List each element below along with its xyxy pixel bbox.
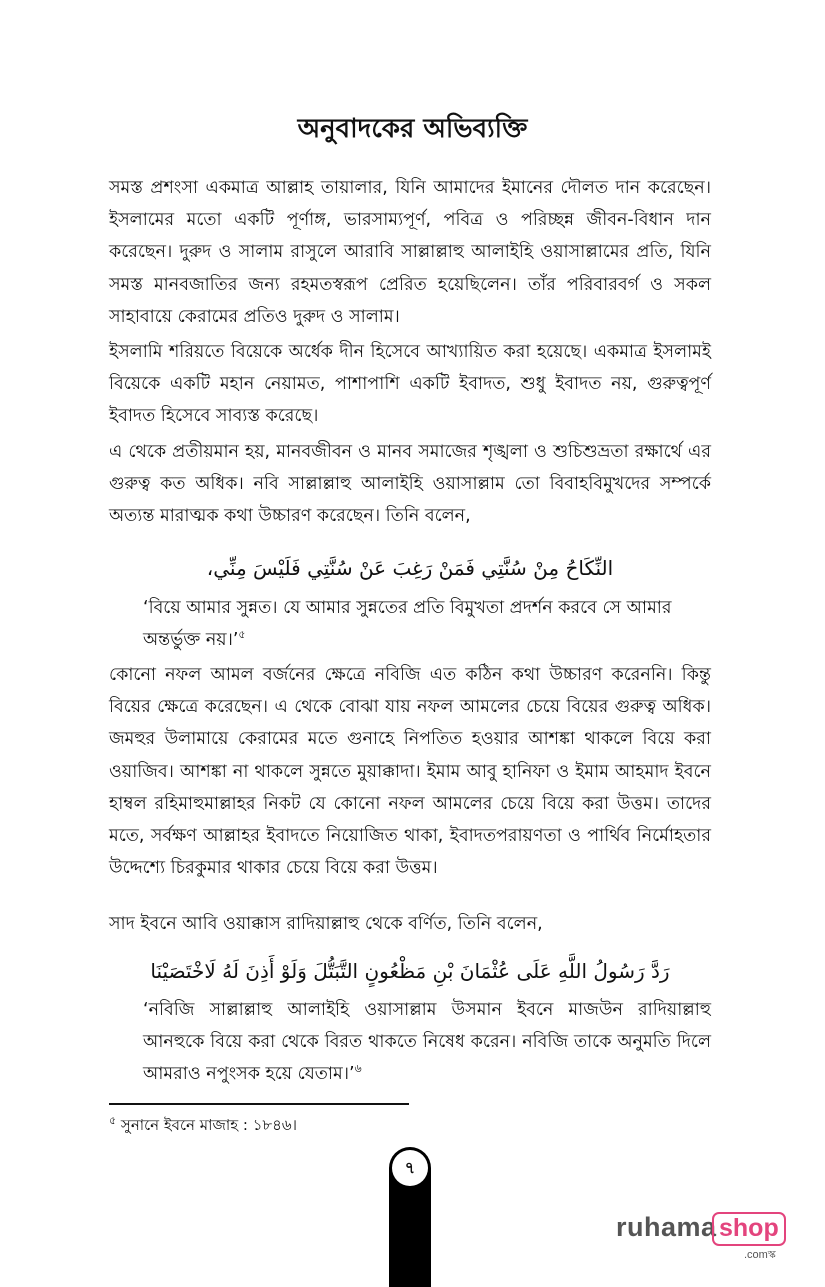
arabic-hadith-2: رَدَّ رَسُولُ اللَّهِ عَلَى عُثْمَانَ بْنِ مَظْعُونٍ التَّبَتُّلَ وَلَوْ أَذِنَ لَهُ لَاخْتَصَيْنَا [150, 959, 670, 983]
paragraph-ruling: কোনো নফল আমল বর্জনের ক্ষেত্রে নবিজি এত কঠিন কথা উচ্চারণ করেননি। কিন্তু বিয়ের ক্ষেত্রে করেছেন। এ থেকে বোঝা যায় নফল আমলের চেয়ে বিয়ের গুরুত্ব অধিক। জমহুর উলামায়ে কেরামের মতে গুনাহে নিপতিত হওয়ার আশঙ্কা থাকলে বিয়ে করা ওয়াজিব। আশঙ্কা না থাকলে সুন্নতে মুয়াক্কাদা। ইমাম আবু হানিফা ও ইমাম আহমাদ ইবনে হাম্বল রহিমাহুমাল্লাহর নিকট যে কোনো নফল আমলের চেয়ে বিয়ে করা উত্তম। তাদের মতে, সর্বক্ষণ আল্লাহর ইবাদতে নিয়োজিত থাকা, ইবাদতপরায়ণতা ও পার্থিব নির্মোহতার উদ্দেশ্যে চিরকুমার থাকার চেয়ে বিয়ে করা উত্তম। [109, 665, 711, 879]
brand-logo[interactable] [616, 1210, 786, 1260]
brand-suffix: .comস্ক [744, 1249, 776, 1261]
footnote-text: সুনানে ইবনে মাজাহ : ১৮৪৬। [120, 1116, 298, 1134]
paragraph-marriage-half-deen: ইসলামি শরিয়তে বিয়েকে অর্ধেক দীন হিসেবে আখ্যায়িত করা হয়েছে। একমাত্র ইসলামই বিয়েকে একটি মহান নেয়ামত, পাশাপাশি একটি ইবাদত, শুধু ইবাদত নয়, গুরুত্বপূর্ণ ইবাদত হিসেবে সাব্যস্ত করেছে। [109, 342, 711, 427]
footnote [109, 1112, 297, 1138]
brand-name: ruhama [616, 1212, 717, 1242]
paragraph-narration-intro: সাদ ইবনে আবি ওয়াক্কাস রাদিয়াল্লাহু থেকে বর্ণিত, তিনি বলেন, [109, 914, 543, 934]
footnote-divider [109, 1103, 409, 1105]
footnote-marker: ৫ [109, 1114, 117, 1127]
brand-highlight: shop [712, 1212, 786, 1246]
quote-translation-1 [143, 592, 711, 656]
footnote-ref-2[interactable]: ৬ [354, 1062, 362, 1076]
page-title: অনুবাদকের অভিব্যক্তি [297, 114, 528, 144]
quote-text-1: ‘বিয়ে আমার সুন্নত। যে আমার সুন্নতের প্রতি বিমুখতা প্রদর্শন করবে সে আমার অন্তর্ভুক্ত নয়।’ [143, 598, 672, 650]
paragraph-praise: সমস্ত প্রশংসা একমাত্র আল্লাহ তায়ালার, যিনি আমাদের ইমানের দৌলত দান করেছেন। ইসলামের মতো একটি পূর্ণাঙ্গ, ভারসাম্যপূর্ণ, পবিত্র ও পরিচ্ছন্ন জীবন-বিধান দান করেছেন। দুরুদ ও সালাম রাসুলে আরাবি সাল্লাল্লাহু আলাইহি ওয়াসাল্লামের প্রতি, যিনি সমস্ত মানবজাতির জন্য রহমতস্বরূপ প্রেরিত হয়েছিলেন। তাঁর পরিবারবর্গ ও সকল সাহাবায়ে কেরামের প্রতিও দুরুদ ও সালাম। [109, 178, 711, 327]
page-number: ৭ [392, 1150, 428, 1186]
arabic-hadith-1: النِّكَاحُ مِنْ سُنَّتِي فَمَنْ رَغِبَ عَنْ سُنَّتِي فَلَيْسَ مِنِّي، [206, 556, 614, 580]
quote-text-2: ‘নবিজি সাল্লাল্লাহু আলাইহি ওয়াসাল্লাম উসমান ইবনে মাজউন রাদিয়াল্লাহু আনহুকে বিয়ে করা থেকে বিরত থাকতে নিষেধ করেন। নবিজি তাকে অনুমতি দিলে আমরাও নপুংসক হয়ে যেতাম।’ [143, 1000, 711, 1084]
paragraph-importance: এ থেকে প্রতীয়মান হয়, মানবজীবন ও মানব সমাজের শৃঙ্খলা ও শুচিশুভ্রতা রক্ষার্থে এর গুরুত্ব কত অধিক। নবি সাল্লাল্লাহু আলাইহি ওয়াসাল্লাম তো বিবাহবিমুখদের সম্পর্কে অত্যন্ত মারাত্মক কথা উচ্চারণ করেছেন। তিনি বলেন, [109, 442, 711, 527]
footnote-ref-1[interactable]: ৫ [238, 628, 246, 642]
quote-translation-2 [143, 994, 711, 1090]
